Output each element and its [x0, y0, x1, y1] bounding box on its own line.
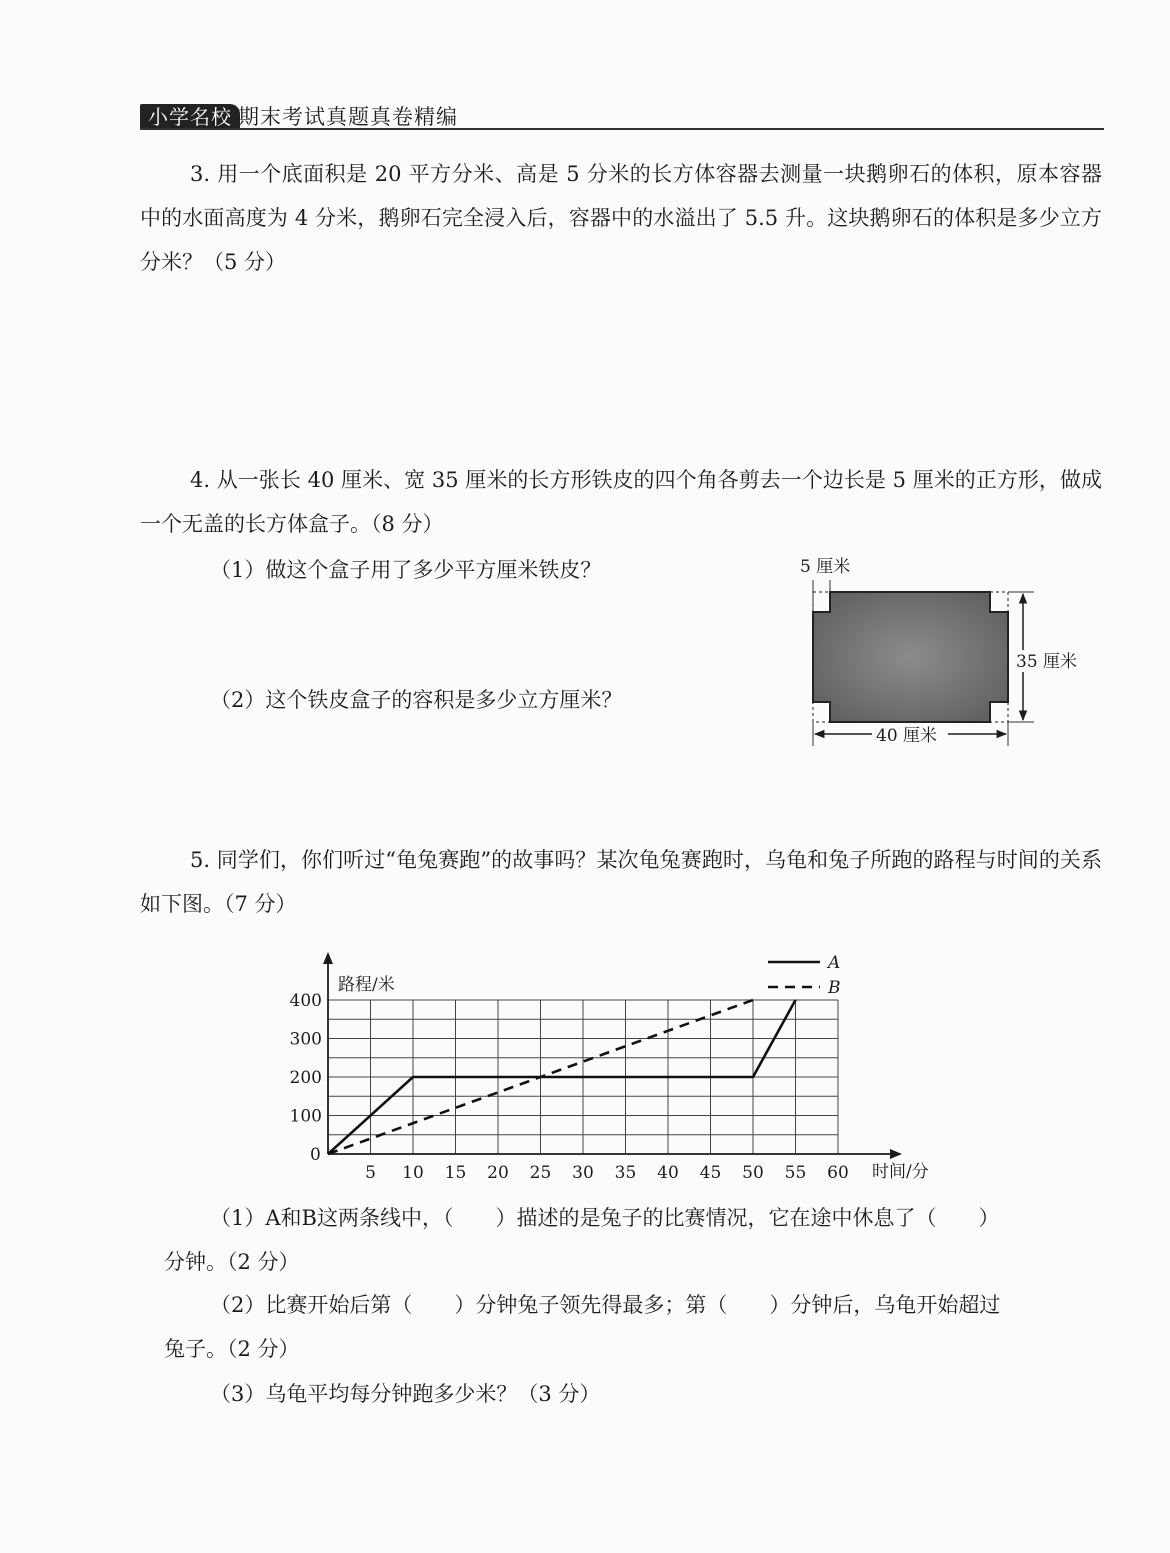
- question-5-part-1: （1）A和B这两条线中，（ ）描述的是兔子的比赛情况，它在途中休息了（ ）: [210, 1206, 1000, 1230]
- cut-corner: [813, 592, 830, 612]
- x-tick-label: 45: [699, 1163, 722, 1183]
- cut-iron-sheet: [813, 592, 1008, 722]
- question-5-part-1-cont: 分钟。（2 分）: [164, 1250, 300, 1274]
- question-5-part-3: （3）乌龟平均每分钟跑多少米？（3 分）: [210, 1382, 601, 1406]
- height-label: 35 厘米: [1016, 652, 1078, 672]
- legend-label-A: A: [828, 953, 841, 973]
- question-4: 4. 从一张长 40 厘米、宽 35 厘米的长方形铁皮的四个角各剪去一个边长是 5 厘米的正方形，做成一个无盖的长方体盒子。（8 分）: [140, 468, 1102, 536]
- x-tick-label: 40: [657, 1163, 679, 1183]
- corner-size-label: 5 厘米: [800, 557, 851, 577]
- width-label: 40 厘米: [876, 726, 938, 746]
- x-tick-label: 15: [444, 1163, 467, 1183]
- cut-corner: [990, 702, 1008, 722]
- x-axis-arrow: [890, 1149, 902, 1159]
- question-5-part-2-cont: 兔子。（2 分）: [164, 1337, 300, 1361]
- x-tick-label: 35: [614, 1163, 637, 1183]
- cut-corner: [813, 702, 830, 722]
- y-tick-label: 300: [290, 1029, 322, 1050]
- question-5-part-2: （2）比赛开始后第（ ）分钟兔子领先得最多；第（ ）分钟后，乌龟开始超过: [210, 1293, 1001, 1317]
- x-tick-label: 30: [572, 1163, 594, 1183]
- header-rule: [140, 128, 1104, 130]
- question-3: 3. 用一个底面积是 20 平方分米、高是 5 分米的长方体容器去测量一块鹅卵石的体积，原本容器中的水面高度为 4 分米，鹅卵石完全浸入后，容器中的水溢出了 5.5 升。这块鹅卵石的体积是多少立方分米？（5 分）: [140, 162, 1102, 274]
- y-tick-label: 200: [290, 1068, 322, 1088]
- x-tick-label: 50: [742, 1163, 764, 1183]
- chart-axes: [323, 952, 902, 1159]
- question-4-part-2: （2）这个铁皮盒子的容积是多少立方厘米？: [210, 688, 623, 712]
- y-tick-label: 100: [290, 1106, 322, 1127]
- page-header: [140, 104, 1104, 130]
- race-line-chart: [290, 944, 970, 1190]
- x-tick-label: 25: [529, 1163, 552, 1183]
- chart-legend: [768, 953, 841, 998]
- iron-sheet-figure: [790, 548, 1090, 758]
- y-axis-arrow: [323, 952, 333, 964]
- y-axis-label: 路程/米: [338, 975, 395, 995]
- x-tick-label: 55: [784, 1163, 807, 1183]
- y-tick-label: 400: [290, 991, 322, 1011]
- legend-label-B: B: [828, 978, 841, 998]
- book-title: 期末考试真题真卷精编: [238, 105, 458, 129]
- series-badge: 小学名校: [140, 104, 240, 130]
- cut-corner: [990, 592, 1008, 612]
- question-5: 5. 同学们，你们听过“龟兔赛跑”的故事吗？某次龟兔赛跑时，乌龟和兔子所跑的路程与时间的关系如下图。（7 分）: [140, 848, 1102, 916]
- question-4-part-1: （1）做这个盒子用了多少平方厘米铁皮？: [210, 558, 602, 582]
- x-tick-label: 5: [365, 1163, 376, 1183]
- x-tick-label: 60: [827, 1163, 849, 1183]
- origin-label: 0: [310, 1145, 321, 1165]
- x-tick-label: 10: [402, 1163, 424, 1183]
- x-axis-label: 时间/分: [872, 1162, 929, 1182]
- x-tick-label: 20: [487, 1163, 509, 1183]
